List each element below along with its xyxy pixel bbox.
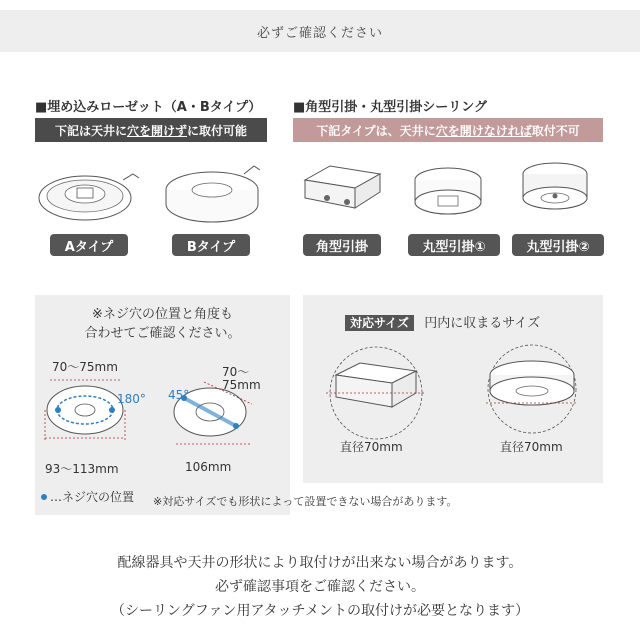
round-ceiling-1-illustration: [408, 158, 488, 228]
left-banner: [35, 118, 267, 142]
size-square-dim: 直径70mm: [340, 440, 403, 454]
square-ceiling-illustration: [300, 160, 385, 225]
a-dim-top: 70～75mm: [52, 360, 118, 374]
right-banner-prefix: 下記タイプは、天井に: [316, 123, 436, 138]
footer-line1: 配線器具や天井の形状により取付けが出来ない場合があります。: [117, 555, 523, 571]
right-banner: [293, 118, 603, 142]
screw-note-line2: 合わせてご確認ください。: [84, 326, 241, 341]
b-dim-top-line2: 75mm: [222, 378, 261, 392]
a-angle: 180°: [117, 392, 146, 406]
size-badge: 対応サイズ: [345, 315, 414, 331]
b-type-illustration: [160, 160, 270, 230]
header-bar: [0, 10, 640, 52]
b-dim-bottom: 106mm: [185, 460, 232, 474]
size-note: ※対応サイズでも形状によって設置できない場合があります。: [153, 495, 458, 508]
size-panel-header: [345, 312, 540, 331]
round-ceiling-2-illustration: [515, 156, 595, 228]
b-angle: 45°: [168, 388, 190, 402]
size-round-dim: 直径70mm: [500, 440, 563, 454]
square-type-label: 角型引掛: [303, 234, 381, 256]
screw-legend: …ネジ穴の位置: [50, 490, 135, 504]
screw-note-line1: ※ネジ穴の位置と角度も: [92, 307, 233, 322]
left-banner-prefix: 下記は天井に: [54, 123, 127, 138]
footer-line3: （シーリングファン用アタッチメントの取付けが必要となります）: [111, 603, 529, 619]
round-1-type-label: 丸型引掛①: [408, 234, 500, 256]
size-square-diagram: [318, 345, 438, 435]
round-2-type-label: 丸型引掛②: [512, 234, 604, 256]
screw-hole-legend-icon: [40, 493, 48, 501]
right-banner-suffix: 取付不可: [531, 123, 580, 138]
right-section-title: ■角型引掛・丸型引掛シーリング: [293, 100, 488, 115]
right-banner-underlined: 穴を開けなければ: [435, 123, 532, 138]
b-dim-top-line1: 70～: [222, 365, 250, 379]
size-round-diagram: [482, 345, 592, 435]
header-title: 必ずご確認ください: [256, 25, 383, 41]
footer-line2: 必ず確認事項をご確認ください。: [215, 579, 425, 595]
a-dim-bottom: 93～113mm: [45, 462, 119, 476]
left-banner-suffix: に取付可能: [187, 123, 248, 138]
a-type-illustration: [35, 160, 145, 230]
left-banner-underlined: 穴を開けず: [126, 123, 187, 138]
left-section-title: ■埋め込みローゼット（A・Bタイプ）: [35, 100, 262, 115]
size-desc: 円内に収まるサイズ: [424, 316, 541, 331]
type-b-label: Bタイプ: [172, 234, 250, 256]
type-a-label: Aタイプ: [50, 234, 128, 256]
